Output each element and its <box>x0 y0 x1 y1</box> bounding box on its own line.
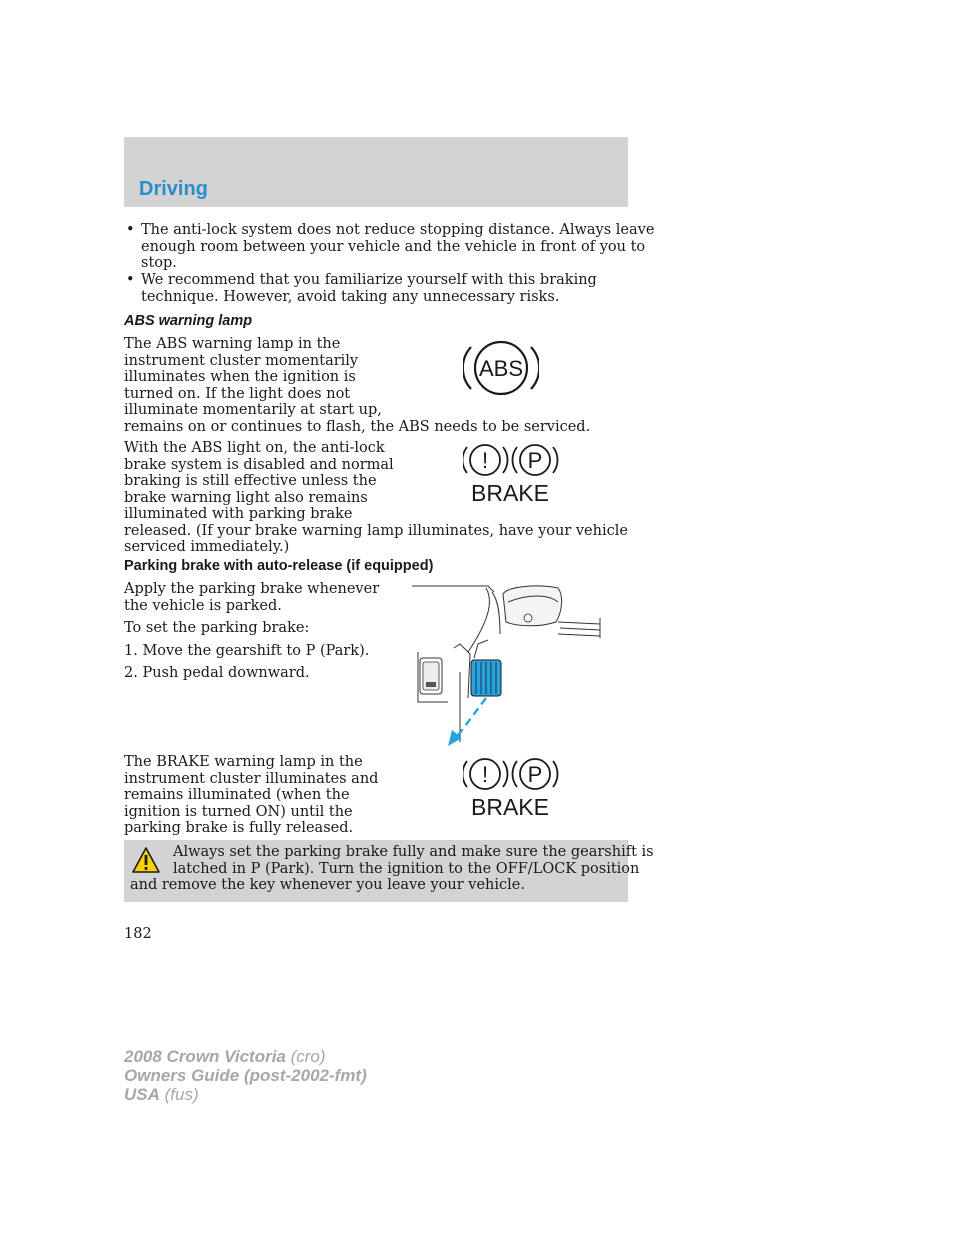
bullet-text: The anti-lock system does not reduce stopping distance. Always leave enough room between your vehicle and the vehicle in front of you to stop. <box>141 222 655 271</box>
footer-model-code: (cro) <box>290 1047 326 1066</box>
footer-guide: Owners Guide (post-2002-fmt) <box>124 1066 367 1085</box>
abs-warning-icon <box>463 337 539 399</box>
bullet-text: We recommend that you familiarize yourself with this braking technique. However, avoid taking any unnecessary risks. <box>141 272 597 305</box>
bullet-dot: • <box>126 272 135 288</box>
step-item: 2. Push pedal downward. <box>124 665 310 681</box>
parking-intro: Apply the parking brake whenever the vehicle is parked. <box>124 581 380 614</box>
park-glyph: P <box>527 762 543 787</box>
abs-heading: ABS warning lamp <box>124 313 253 329</box>
page-number: 182 <box>124 926 152 942</box>
abs-paragraph: The ABS warning lamp in the instrument cluster momentarily illuminates when the ignition is turned on. If the light does not illuminate momentarily at start up, remains on or continues to flash, the ABS needs to be serviced. <box>124 336 591 435</box>
warning-text: Always set the parking brake fully and make sure the gearshift is latched in P (Park). Turn the ignition to the OFF/LOCK position and remove the key whenever you leave your vehicle. <box>130 844 654 893</box>
brake-warning-icon <box>463 755 559 821</box>
park-glyph: P <box>527 448 543 473</box>
parking-brake-heading: Parking brake with auto-release (if equipped) <box>124 558 434 574</box>
bullet-dot: • <box>126 222 135 238</box>
bullet-item <box>124 222 655 272</box>
parking-brake-illustration <box>408 582 602 752</box>
brake-word: BRAKE <box>471 480 549 506</box>
exclaim-glyph: ! <box>481 762 489 787</box>
footer-market-code: (fus) <box>164 1085 199 1104</box>
brake-warning-icon <box>463 441 559 507</box>
abs-paragraph: With the ABS light on, the anti-lock brake system is disabled and normal braking is still effective unless the brake warning light also remains illuminated with parking brake released. (If your brake warning lamp illuminates, have your vehicle serviced immediately.) <box>124 440 628 555</box>
section-title: Driving <box>139 178 208 200</box>
bullet-item <box>124 272 628 306</box>
footer-market: USA <box>124 1085 160 1104</box>
step-item: 1. Move the gearshift to P (Park). <box>124 643 370 659</box>
footer-model: 2008 Crown Victoria <box>124 1047 286 1066</box>
steps-intro: To set the parking brake: <box>124 620 310 636</box>
abs-icon-label: ABS <box>478 356 524 381</box>
brake-word: BRAKE <box>471 794 549 820</box>
brake-lamp-paragraph: The BRAKE warning lamp in the instrument cluster illuminates and remains illuminated (when the ignition is turned ON) until the parking brake is fully released. <box>124 754 379 836</box>
document-footer <box>124 1047 367 1104</box>
exclaim-glyph: ! <box>481 448 489 473</box>
